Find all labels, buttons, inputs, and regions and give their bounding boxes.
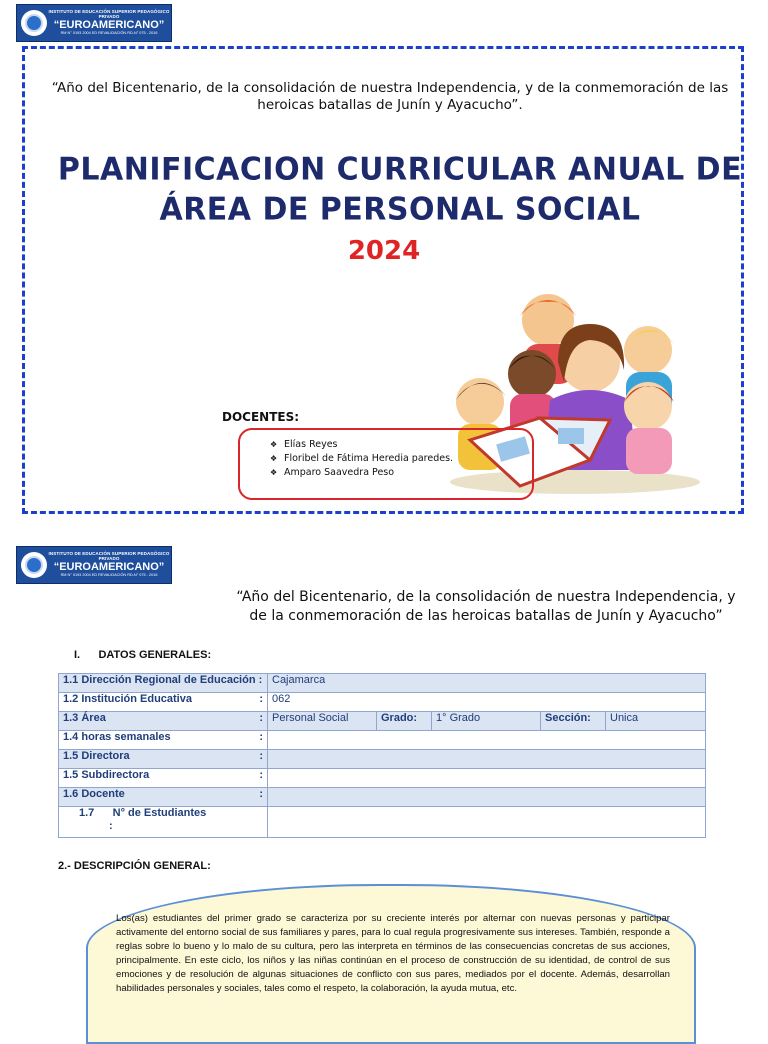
row-value [268, 788, 706, 807]
page2-year-banner: “Año del Bicentenario, de la consolidación de nuestra Independencia, y de la conmemoración de las heroicas batallas de Junín y Ayacucho” [236, 589, 736, 624]
row-label: 1.2 Institución Educativa : [59, 693, 268, 712]
seccion-label: Sección: [541, 712, 606, 731]
row-value [268, 807, 706, 838]
diamond-bullet-icon: ❖ [270, 454, 278, 463]
cover-year-banner: “Año del Bicentenario, de la consolidación de nuestra Independencia, y de la conmemoración de las heroicas batallas de Junín y Ayacucho”. [51, 80, 729, 113]
docente-name: Floribel de Fátima Heredia paredes. [284, 453, 454, 464]
description-box [86, 884, 696, 1044]
docente-name: Amparo Saavedra Peso [284, 467, 395, 478]
section-datos-generales: I. DATOS GENERALES: [74, 649, 212, 661]
seccion-value: Unica [606, 712, 706, 731]
description-text: Los(as) estudiantes del primer grado se caracteriza por su creciente interés por alternar con nuevas personas y participar activamente del entorno social de sus familiares y pares, para lo cual regula progresivamente sus intereses. También, responde a reglas sobre lo bueno y lo malo de su cultura, pero las interpreta en términos de las consecuencias concretas de sus acciones, principalmente. En este ciclo, los niños y las niñas continúan en el proceso de construcción de su identidad, de control de sus emociones y de resolución de algunas situaciones de conflicto con sus pares, mediados por el docente. Además, desarrollan habilidades personales y sociales, tales como el respeto, la colaboración, la ayuda mutua, etc. [116, 913, 670, 994]
table-row [59, 807, 706, 838]
logo-line1: INSTITUTO DE EDUCACIÓN SUPERIOR PEDAGÓGICO PRIVADO [48, 551, 170, 561]
row-label: 1.5 Subdirectora : [59, 769, 268, 788]
diamond-bullet-icon: ❖ [270, 468, 278, 477]
row-value [268, 731, 706, 750]
table-row [59, 788, 706, 807]
logo-line3: RM N° 0193 2004 ED REVALIDACIÓN RD-N° 075 - 2016 [60, 573, 158, 578]
section-descripcion-general: 2.- DESCRIPCIÓN GENERAL: [58, 860, 211, 872]
logo-name: “EUROAMERICANO” [53, 19, 165, 32]
row-label: 1.4 horas semanales : [59, 731, 268, 750]
docente-item [270, 452, 532, 466]
table-row [59, 693, 706, 712]
row-label: 1.7 N° de Estudiantes : [59, 807, 268, 838]
seal-icon [21, 10, 47, 36]
docentes-box [238, 428, 534, 500]
datos-generales-table [58, 673, 706, 838]
docente-item [270, 466, 532, 480]
row-label: 1.5 Directora : [59, 750, 268, 769]
grado-label: Grado: [377, 712, 432, 731]
logo-name: “EUROAMERICANO” [53, 561, 165, 574]
cover-title-line2: ÁREA DE PERSONAL SOCIAL [159, 191, 641, 228]
row-value: 062 [268, 693, 706, 712]
docente-item [270, 438, 532, 452]
institute-logo [16, 4, 172, 42]
logo-line3: RM N° 0193 2004 ED REVALIDACIÓN RD-N° 075 - 2016 [60, 31, 158, 36]
logo-line1: INSTITUTO DE EDUCACIÓN SUPERIOR PEDAGÓGICO PRIVADO [48, 9, 170, 19]
seal-icon [21, 552, 47, 578]
row-label: 1.3 Área : [59, 712, 268, 731]
institute-logo-page2 [16, 546, 172, 584]
table-row [59, 750, 706, 769]
cover-title-line1: PLANIFICACION CURRICULAR ANUAL DE [57, 151, 743, 188]
table-row [59, 769, 706, 788]
table-row [59, 712, 706, 731]
table-row [59, 731, 706, 750]
row-value [268, 750, 706, 769]
grado-value: 1° Grado [432, 712, 541, 731]
row-label: 1.1 Dirección Regional de Educación : [59, 674, 268, 693]
table-row [59, 674, 706, 693]
cover-year: 2024 [347, 236, 421, 266]
row-value: Cajamarca [268, 674, 706, 693]
row-label: 1.6 Docente : [59, 788, 268, 807]
docentes-label: DOCENTES: [222, 410, 300, 424]
diamond-bullet-icon: ❖ [270, 440, 278, 449]
row-value [268, 769, 706, 788]
docente-name: Elías Reyes [284, 439, 338, 450]
row-value: Personal Social [268, 712, 377, 731]
